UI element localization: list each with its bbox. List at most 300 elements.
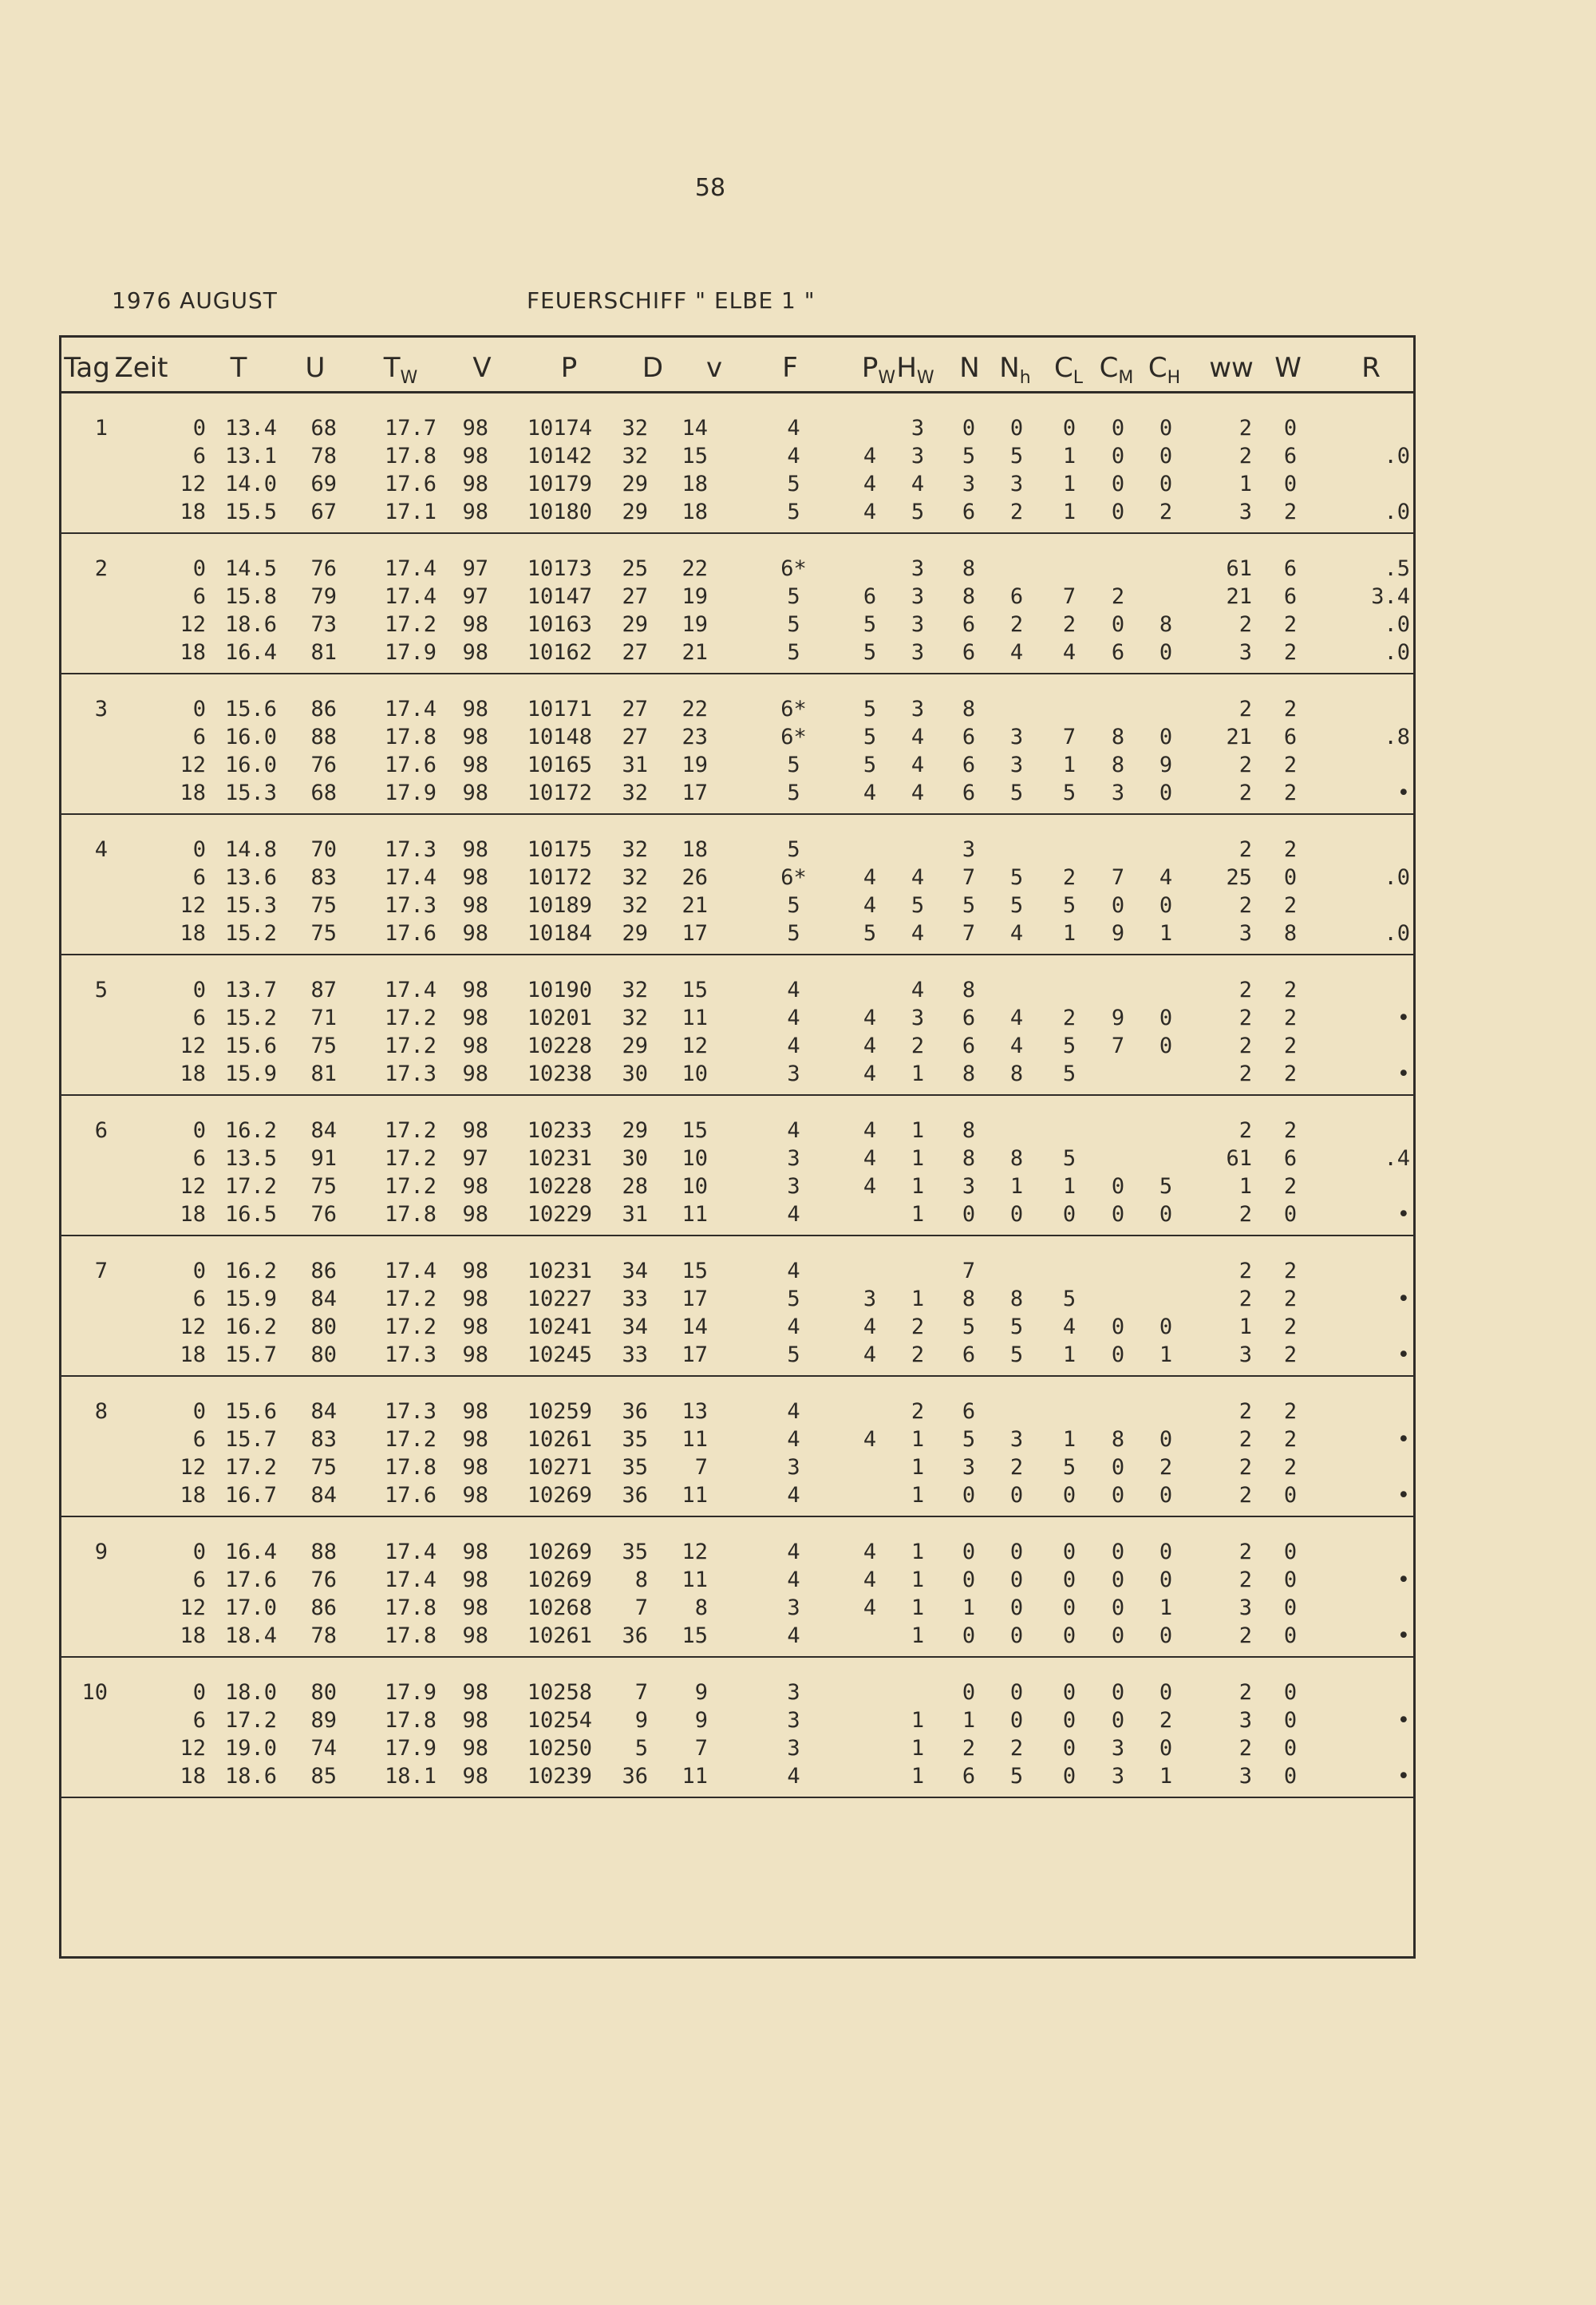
cell-f: 3 — [787, 1680, 800, 1705]
cell-cl: 5 — [1062, 1034, 1077, 1058]
cell-nh: 3 — [1009, 753, 1024, 777]
cell-v: 98 — [462, 1540, 488, 1564]
column-header-hw — [896, 352, 934, 388]
cell-v: 98 — [462, 1342, 488, 1367]
cell-u: 75 — [310, 1034, 337, 1058]
cell-u: 81 — [310, 1062, 337, 1086]
cell-d: 31 — [622, 1202, 648, 1227]
cell-f: 3 — [787, 1146, 800, 1171]
cell-f: 4 — [787, 1764, 800, 1789]
cell-ww: 2 — [1238, 1399, 1252, 1424]
column-header-row — [61, 338, 1413, 393]
cell-ww: 2 — [1238, 1118, 1252, 1143]
cell-hw: 1 — [911, 1202, 925, 1227]
cell-ww: 3 — [1238, 1595, 1252, 1620]
cell-zeit: 12 — [180, 1174, 206, 1199]
cell-p: 10175 — [527, 837, 592, 862]
cell-n: 0 — [962, 1568, 976, 1592]
cell-p: 10172 — [527, 865, 592, 890]
cell-r: • — [1396, 1427, 1410, 1452]
cell-u: 68 — [310, 416, 337, 441]
cell-ch: 9 — [1159, 753, 1173, 777]
cell-tw: 17.8 — [384, 444, 437, 469]
cell-w: 0 — [1283, 416, 1298, 441]
cell-tw: 17.2 — [384, 1146, 437, 1171]
cell-tw: 17.9 — [384, 781, 437, 805]
cell-w: 0 — [1283, 472, 1298, 496]
cell-t: 15.7 — [224, 1342, 277, 1367]
cell-nh: 2 — [1009, 500, 1024, 524]
cell-ww: 2 — [1238, 1259, 1252, 1283]
day-block-8 — [61, 1377, 1413, 1517]
cell-u: 75 — [310, 921, 337, 946]
cell-cl: 0 — [1062, 416, 1077, 441]
cell-n: 0 — [962, 1483, 976, 1508]
cell-hw: 4 — [911, 921, 925, 946]
cell-r: .0 — [1384, 640, 1410, 665]
cell-v: 98 — [462, 472, 488, 496]
column-header-label: R — [1361, 352, 1381, 384]
cell-ch: 0 — [1159, 444, 1173, 469]
cell-nh: 4 — [1009, 1006, 1024, 1030]
cell-ww: 2 — [1238, 1006, 1252, 1030]
table-row — [61, 584, 1413, 612]
cell-ww: 2 — [1238, 1568, 1252, 1592]
cell-wind-speed: 10 — [681, 1174, 708, 1199]
cell-p: 10231 — [527, 1146, 592, 1171]
cell-ch: 0 — [1159, 1006, 1173, 1030]
cell-d: 32 — [622, 781, 648, 805]
cell-pw: 4 — [863, 1034, 877, 1058]
cell-n: 6 — [962, 725, 976, 749]
cell-ch: 4 — [1159, 865, 1173, 890]
cell-t: 15.3 — [224, 893, 277, 918]
cell-hw: 3 — [911, 697, 925, 722]
table-row — [61, 1540, 1413, 1568]
column-header-r — [1361, 352, 1381, 384]
cell-wind-speed: 19 — [681, 753, 708, 777]
cell-cm: 8 — [1111, 753, 1125, 777]
cell-cm: 7 — [1111, 1034, 1125, 1058]
column-header-w — [1274, 352, 1302, 384]
cell-cm: 0 — [1111, 500, 1125, 524]
cell-f: 5 — [787, 893, 800, 918]
cell-zeit: 18 — [180, 500, 206, 524]
cell-wind-speed: 15 — [681, 1118, 708, 1143]
cell-tw: 17.2 — [384, 1034, 437, 1058]
cell-p: 10261 — [527, 1427, 592, 1452]
cell-cm: 0 — [1111, 1342, 1125, 1367]
cell-d: 35 — [622, 1427, 648, 1452]
cell-w: 0 — [1283, 1764, 1298, 1789]
cell-d: 35 — [622, 1540, 648, 1564]
cell-t: 13.5 — [224, 1146, 277, 1171]
cell-f: 4 — [787, 416, 800, 441]
cell-v: 98 — [462, 500, 488, 524]
cell-zeit: 12 — [180, 612, 206, 637]
cell-r: .0 — [1384, 500, 1410, 524]
cell-d: 29 — [622, 1034, 648, 1058]
cell-hw: 1 — [911, 1483, 925, 1508]
cell-p: 10190 — [527, 978, 592, 1002]
cell-p: 10259 — [527, 1399, 592, 1424]
header-year-month: 1976 AUGUST — [112, 287, 278, 314]
cell-d: 27 — [622, 697, 648, 722]
cell-zeit: 0 — [192, 556, 206, 581]
cell-wind-speed: 14 — [681, 1315, 708, 1339]
cell-pw: 4 — [863, 1595, 877, 1620]
table-row — [61, 1568, 1413, 1595]
cell-cm: 8 — [1111, 1427, 1125, 1452]
cell-t: 15.2 — [224, 1006, 277, 1030]
column-header-subscript: L — [1073, 367, 1083, 388]
cell-zeit: 0 — [192, 1118, 206, 1143]
cell-tw: 17.8 — [384, 1595, 437, 1620]
cell-wind-speed: 21 — [681, 640, 708, 665]
cell-t: 13.6 — [224, 865, 277, 890]
cell-zeit: 6 — [192, 1427, 206, 1452]
cell-d: 9 — [634, 1708, 648, 1733]
cell-pw: 4 — [863, 1174, 877, 1199]
cell-d: 36 — [622, 1623, 648, 1648]
cell-cl: 0 — [1062, 1568, 1077, 1592]
cell-u: 84 — [310, 1399, 337, 1424]
cell-r: 3.4 — [1371, 584, 1410, 609]
cell-nh: 8 — [1009, 1287, 1024, 1311]
cell-wind-speed: 18 — [681, 500, 708, 524]
cell-wind-speed: 7 — [694, 1455, 708, 1480]
cell-u: 76 — [310, 753, 337, 777]
cell-n: 0 — [962, 416, 976, 441]
cell-d: 7 — [634, 1595, 648, 1620]
cell-n: 7 — [962, 1259, 976, 1283]
cell-tw: 17.6 — [384, 1483, 437, 1508]
table-row — [61, 1118, 1413, 1146]
cell-wind-speed: 15 — [681, 1623, 708, 1648]
cell-w: 0 — [1283, 1540, 1298, 1564]
cell-tw: 17.4 — [384, 1540, 437, 1564]
day-block-6 — [61, 1096, 1413, 1236]
cell-hw: 3 — [911, 612, 925, 637]
cell-v: 98 — [462, 893, 488, 918]
cell-w: 0 — [1283, 1202, 1298, 1227]
cell-zeit: 18 — [180, 1062, 206, 1086]
cell-ww: 2 — [1238, 1540, 1252, 1564]
cell-wind-speed: 7 — [694, 1736, 708, 1761]
cell-ww: 2 — [1238, 1455, 1252, 1480]
cell-v: 98 — [462, 1202, 488, 1227]
cell-t: 16.2 — [224, 1315, 277, 1339]
cell-tw: 17.9 — [384, 1680, 437, 1705]
cell-f: 5 — [787, 640, 800, 665]
cell-t: 13.7 — [224, 978, 277, 1002]
table-row — [61, 837, 1413, 865]
table-row — [61, 978, 1413, 1006]
cell-cl: 0 — [1062, 1680, 1077, 1705]
cell-zeit: 6 — [192, 444, 206, 469]
cell-u: 80 — [310, 1315, 337, 1339]
cell-w: 2 — [1283, 1427, 1298, 1452]
cell-p: 10239 — [527, 1764, 592, 1789]
cell-n: 6 — [962, 1399, 976, 1424]
cell-w: 2 — [1283, 978, 1298, 1002]
table-row — [61, 697, 1413, 725]
cell-w: 2 — [1283, 500, 1298, 524]
cell-zeit: 0 — [192, 697, 206, 722]
cell-cm: 0 — [1111, 1455, 1125, 1480]
cell-v: 98 — [462, 1455, 488, 1480]
cell-f: 4 — [787, 1202, 800, 1227]
cell-cm: 0 — [1111, 1568, 1125, 1592]
cell-u: 69 — [310, 472, 337, 496]
day-block-10 — [61, 1658, 1413, 1798]
cell-d: 32 — [622, 893, 648, 918]
cell-n: 3 — [962, 472, 976, 496]
column-header-pw — [862, 352, 895, 388]
cell-ch: 2 — [1159, 1708, 1173, 1733]
cell-pw: 4 — [863, 1568, 877, 1592]
cell-tw: 17.4 — [384, 1259, 437, 1283]
cell-p: 10269 — [527, 1483, 592, 1508]
cell-tw: 17.4 — [384, 556, 437, 581]
cell-zeit: 12 — [180, 1455, 206, 1480]
cell-t: 14.0 — [224, 472, 277, 496]
cell-r: .0 — [1384, 865, 1410, 890]
cell-f: 6* — [780, 556, 807, 581]
cell-nh: 0 — [1009, 1568, 1024, 1592]
cell-ww: 2 — [1238, 612, 1252, 637]
cell-f: 5 — [787, 612, 800, 637]
table-row — [61, 1680, 1413, 1708]
cell-wind-speed: 22 — [681, 556, 708, 581]
cell-tw: 17.2 — [384, 1006, 437, 1030]
cell-hw: 1 — [911, 1708, 925, 1733]
cell-wind-speed: 18 — [681, 472, 708, 496]
cell-tw: 17.4 — [384, 697, 437, 722]
cell-ch: 0 — [1159, 1202, 1173, 1227]
cell-ch: 0 — [1159, 416, 1173, 441]
cell-cl: 5 — [1062, 1146, 1077, 1171]
cell-pw: 5 — [863, 612, 877, 637]
page-number: 58 — [694, 174, 726, 202]
cell-cl: 2 — [1062, 865, 1077, 890]
cell-f: 5 — [787, 1342, 800, 1367]
cell-hw: 4 — [911, 753, 925, 777]
cell-f: 5 — [787, 584, 800, 609]
cell-wind-speed: 12 — [681, 1034, 708, 1058]
column-header-f — [782, 352, 798, 384]
cell-v: 98 — [462, 612, 488, 637]
column-header-label: C — [1053, 352, 1073, 384]
cell-zeit: 6 — [192, 1006, 206, 1030]
cell-n: 0 — [962, 1540, 976, 1564]
cell-p: 10231 — [527, 1259, 592, 1283]
cell-tw: 17.2 — [384, 612, 437, 637]
table-row — [61, 921, 1413, 949]
cell-cm: 0 — [1111, 1540, 1125, 1564]
cell-pw: 4 — [863, 1427, 877, 1452]
cell-ww: 2 — [1238, 781, 1252, 805]
cell-u: 74 — [310, 1736, 337, 1761]
cell-v: 98 — [462, 921, 488, 946]
cell-d: 29 — [622, 921, 648, 946]
cell-ch: 0 — [1159, 893, 1173, 918]
cell-d: 29 — [622, 472, 648, 496]
cell-v: 98 — [462, 640, 488, 665]
cell-v: 98 — [462, 1118, 488, 1143]
cell-p: 10271 — [527, 1455, 592, 1480]
cell-n: 6 — [962, 612, 976, 637]
cell-ch: 8 — [1159, 612, 1173, 637]
cell-cl: 0 — [1062, 1202, 1077, 1227]
cell-wind-speed: 11 — [681, 1202, 708, 1227]
cell-u: 83 — [310, 1427, 337, 1452]
cell-hw: 5 — [911, 500, 925, 524]
cell-zeit: 18 — [180, 1483, 206, 1508]
cell-pw: 5 — [863, 753, 877, 777]
cell-t: 15.2 — [224, 921, 277, 946]
cell-cl: 7 — [1062, 584, 1077, 609]
cell-f: 4 — [787, 978, 800, 1002]
cell-hw: 3 — [911, 1006, 925, 1030]
cell-v: 98 — [462, 1483, 488, 1508]
column-header-label: v — [705, 352, 723, 384]
cell-cm: 0 — [1111, 1680, 1125, 1705]
cell-v: 98 — [462, 837, 488, 862]
cell-tw: 17.8 — [384, 1455, 437, 1480]
cell-hw: 2 — [911, 1034, 925, 1058]
cell-n: 5 — [962, 444, 976, 469]
cell-tw: 17.8 — [384, 1623, 437, 1648]
cell-nh: 3 — [1009, 472, 1024, 496]
cell-cl: 5 — [1062, 893, 1077, 918]
cell-v: 98 — [462, 1259, 488, 1283]
cell-cm: 8 — [1111, 725, 1125, 749]
cell-zeit: 18 — [180, 1764, 206, 1789]
cell-cm: 0 — [1111, 1483, 1125, 1508]
cell-f: 3 — [787, 1062, 800, 1086]
cell-ww: 61 — [1226, 1146, 1252, 1171]
cell-zeit: 12 — [180, 472, 206, 496]
cell-wind-speed: 21 — [681, 893, 708, 918]
column-header-d — [642, 352, 663, 384]
cell-cl: 1 — [1062, 500, 1077, 524]
cell-p: 10269 — [527, 1568, 592, 1592]
cell-n: 5 — [962, 1427, 976, 1452]
table-row — [61, 1708, 1413, 1736]
cell-pw: 4 — [863, 1146, 877, 1171]
cell-w: 2 — [1283, 1259, 1298, 1283]
cell-v: 98 — [462, 697, 488, 722]
cell-w: 2 — [1283, 837, 1298, 862]
cell-hw: 3 — [911, 416, 925, 441]
table-row — [61, 1736, 1413, 1764]
cell-pw: 5 — [863, 725, 877, 749]
cell-nh: 0 — [1009, 1623, 1024, 1648]
cell-wind-speed: 26 — [681, 865, 708, 890]
cell-ch: 1 — [1159, 1342, 1173, 1367]
cell-wind-speed: 17 — [681, 1287, 708, 1311]
cell-f: 6* — [780, 725, 807, 749]
table-row — [61, 1146, 1413, 1174]
cell-w: 2 — [1283, 1174, 1298, 1199]
cell-hw: 5 — [911, 893, 925, 918]
cell-w: 0 — [1283, 1708, 1298, 1733]
cell-cl: 5 — [1062, 1455, 1077, 1480]
cell-ww: 2 — [1238, 1202, 1252, 1227]
cell-t: 16.2 — [224, 1118, 277, 1143]
cell-tw: 17.8 — [384, 1202, 437, 1227]
cell-w: 2 — [1283, 612, 1298, 637]
column-header-subscript: H — [1167, 367, 1181, 388]
cell-pw: 4 — [863, 893, 877, 918]
cell-ch: 0 — [1159, 1736, 1173, 1761]
table-row — [61, 725, 1413, 753]
day-block-2 — [61, 534, 1413, 674]
table-row — [61, 612, 1413, 640]
day-tag-value: 2 — [94, 556, 108, 581]
table-row — [61, 1315, 1413, 1342]
cell-zeit: 12 — [180, 1315, 206, 1339]
cell-v: 98 — [462, 978, 488, 1002]
cell-r: • — [1396, 1568, 1410, 1592]
cell-n: 8 — [962, 978, 976, 1002]
cell-v: 98 — [462, 781, 488, 805]
cell-p: 10180 — [527, 500, 592, 524]
cell-w: 2 — [1283, 1118, 1298, 1143]
column-header-label: V — [472, 352, 492, 384]
column-header-subscript: W — [400, 367, 418, 388]
cell-p: 10258 — [527, 1680, 592, 1705]
day-tag-value: 1 — [94, 416, 108, 441]
cell-p: 10268 — [527, 1595, 592, 1620]
cell-t: 15.9 — [224, 1287, 277, 1311]
cell-p: 10142 — [527, 444, 592, 469]
cell-d: 7 — [634, 1680, 648, 1705]
cell-hw: 1 — [911, 1287, 925, 1311]
cell-zeit: 18 — [180, 640, 206, 665]
cell-d: 29 — [622, 1118, 648, 1143]
cell-cm: 3 — [1111, 781, 1125, 805]
cell-v: 98 — [462, 865, 488, 890]
cell-u: 89 — [310, 1708, 337, 1733]
cell-n: 6 — [962, 1006, 976, 1030]
cell-f: 3 — [787, 1595, 800, 1620]
table-row — [61, 1595, 1413, 1623]
cell-p: 10201 — [527, 1006, 592, 1030]
cell-nh: 8 — [1009, 1146, 1024, 1171]
cell-f: 4 — [787, 444, 800, 469]
cell-zeit: 12 — [180, 893, 206, 918]
cell-d: 32 — [622, 416, 648, 441]
cell-u: 79 — [310, 584, 337, 609]
day-tag-value: 7 — [94, 1259, 108, 1283]
cell-ww: 1 — [1238, 1174, 1252, 1199]
cell-cl: 1 — [1062, 472, 1077, 496]
cell-cm: 9 — [1111, 921, 1125, 946]
cell-hw: 1 — [911, 1568, 925, 1592]
cell-p: 10172 — [527, 781, 592, 805]
cell-w: 2 — [1283, 640, 1298, 665]
cell-zeit: 18 — [180, 1623, 206, 1648]
cell-nh: 5 — [1009, 1342, 1024, 1367]
cell-ww: 2 — [1238, 837, 1252, 862]
cell-p: 10148 — [527, 725, 592, 749]
column-header-subscript: W — [878, 367, 896, 388]
cell-zeit: 12 — [180, 753, 206, 777]
cell-nh: 5 — [1009, 865, 1024, 890]
cell-t: 17.0 — [224, 1595, 277, 1620]
